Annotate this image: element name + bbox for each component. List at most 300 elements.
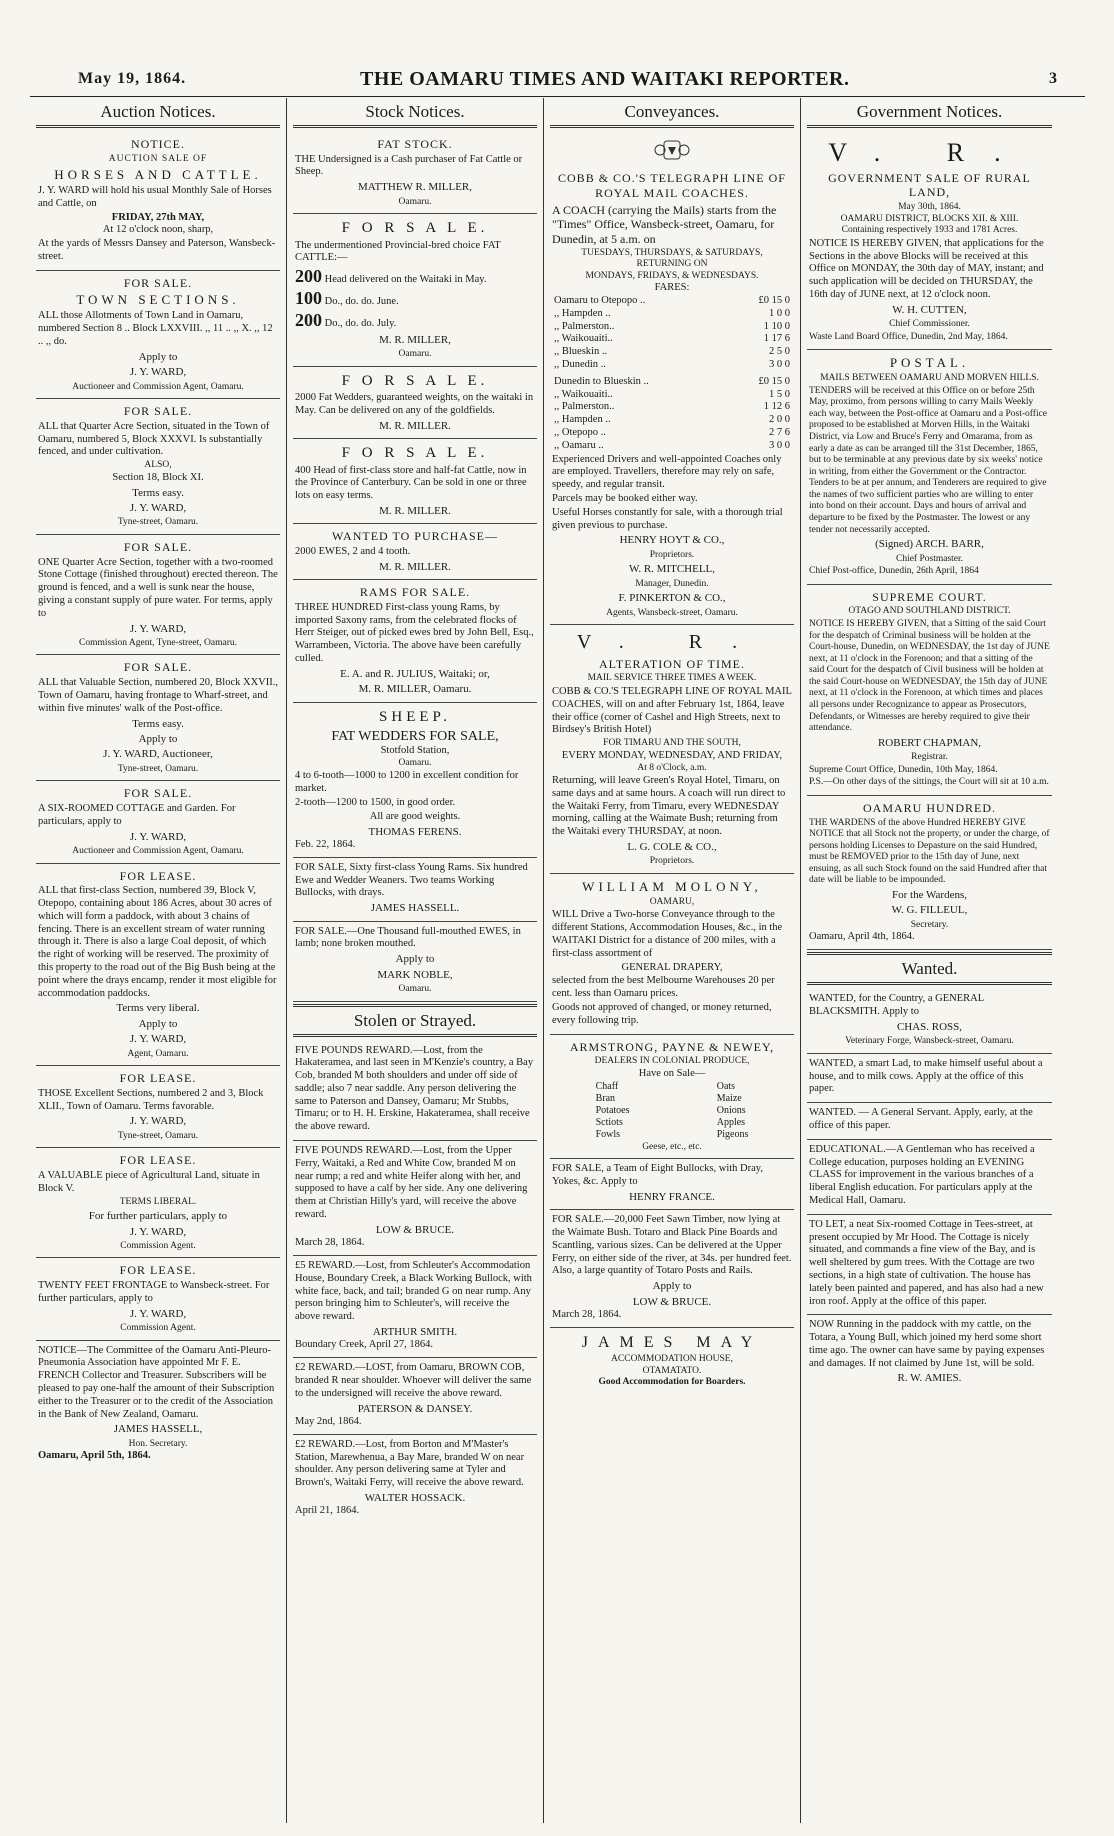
ad-body: THREE HUNDRED First-class young Rams, by imported Saxony rams, from the celebrated flocks of Herr Steiger, out of picked ewes bred by John Bell, Esq., Warrambeen, Victoria. The above have been carefully culled.	[295, 601, 534, 664]
ad-date: March 28, 1864.	[552, 1308, 622, 1320]
ad-station: Stotfold Station,	[380, 744, 450, 756]
ad-body: ALL those Allotments of Town Land in Oamaru, numbered Section 8 .. Block LXXVIII. ,, 11 .. ,, X. ,, 12 .. ,, do.	[38, 310, 273, 347]
ad-signature: M. R. MILLER.	[379, 560, 451, 573]
ad-place: Oamaru.	[398, 757, 432, 768]
ad-place: OTAMATATO.	[642, 1365, 702, 1376]
ad-subtitle: MAIL SERVICE THREE TIMES A WEEK.	[587, 673, 757, 684]
column-heading: Government Notices.	[807, 98, 1052, 128]
reward-bay-mare	[293, 1435, 537, 1523]
fat-stock	[293, 132, 537, 214]
cattle-qty: 100	[295, 288, 322, 309]
lease-excellent-sections	[36, 1066, 280, 1148]
ad-subtitle: MAILS BETWEEN OAMARU AND MORVEN HILLS.	[820, 373, 1039, 384]
column-government	[801, 98, 1058, 1823]
masthead	[30, 64, 1085, 97]
fare-price: 2 7 6	[769, 427, 790, 439]
ad-body: NOTICE IS HEREBY GIVEN, that applications for the Sections in the above Blocks will be received at this Office on MONDAY, the 30th day of MAY, instant; and such application will be decided on THURSDAY, the 16th day of JUNE next, at 12 o'clock noon.	[809, 237, 1044, 300]
page-number: 3	[1049, 70, 1057, 87]
ad-signature: F. PINKERTON & CO.,	[618, 592, 726, 605]
ad-apply: For further particulars, apply to	[88, 1210, 228, 1223]
ad-signature: ARTHUR SMITH.	[372, 1326, 458, 1339]
ad-body: TWENTY FEET FRONTAGE to Wansbeck-street. For further particulars, apply to	[38, 1280, 270, 1304]
ad-heading: OAMARU HUNDRED.	[862, 800, 996, 815]
ad-title: COBB & CO.'S TELEGRAPH LINE OF ROYAL MAIL COACHES.	[558, 171, 786, 201]
ad-heading: FOR LEASE.	[119, 1263, 197, 1278]
ad-title: WANTED TO PURCHASE—	[332, 529, 498, 544]
ad-signature-title: Chief Postmaster.	[895, 553, 964, 564]
ad-heading: SHEEP.	[379, 708, 451, 725]
ad-also: ALSO,	[144, 460, 172, 471]
fare-route: Oamaru to Otepopo ..	[554, 295, 646, 307]
ad-signature-title: Tyne-street, Oamaru.	[117, 1130, 199, 1141]
molony-drapery	[550, 874, 794, 1035]
ad-heading: FOR LEASE.	[119, 1071, 197, 1086]
sheep-stotfold	[293, 703, 537, 858]
ad-heading: FOR SALE.	[123, 539, 193, 554]
ad-note: Useful Horses constantly for sale, with a thorough trial given previous to purchase.	[552, 506, 783, 531]
sale-six-roomed-cottage	[36, 781, 280, 863]
ad-apply: Apply to	[138, 1017, 178, 1030]
james-may-accommodation	[550, 1328, 794, 1394]
ad-signature-title: Registrar.	[911, 752, 948, 763]
ad-terms: Terms easy.	[132, 486, 184, 499]
ad-subtitle: OTAGO AND SOUTHLAND DISTRICT.	[848, 606, 1011, 617]
fare-route: ,, Oamaru ..	[554, 439, 604, 451]
ad-title: JAMES MAY	[581, 1333, 763, 1351]
ad-title: GOVERNMENT SALE OF RURAL LAND,	[828, 170, 1031, 200]
ad-subtitle: DEALERS IN COLONIAL PRODUCE,	[594, 1056, 750, 1067]
list-item: Bran	[595, 1092, 616, 1104]
oamaru-hundred	[807, 796, 1052, 950]
ad-signature-title: Manager, Dunedin.	[635, 578, 709, 589]
ad-signature: R. W. AMIES.	[897, 1372, 962, 1385]
ad-body: A COACH (carrying the Mails) starts from the "Times" Office, Wansbeck-street, Oamaru, for Dunedin, at 5 a.m. on	[552, 202, 777, 246]
ad-signature: J. Y. WARD,	[129, 501, 187, 514]
ad-days-return: MONDAYS, FRIDAYS, & WEDNESDAYS.	[585, 270, 759, 281]
ad-signature-title: M. R. MILLER, Oamaru.	[358, 683, 472, 696]
column-heading: Conveyances.	[550, 98, 794, 128]
list-item: Potatoes	[595, 1105, 630, 1117]
ad-signature-title: Tyne-street, Oamaru.	[117, 763, 199, 774]
fare-price: £0 15 0	[758, 375, 790, 387]
ad-note: Parcels may be booked either way.	[552, 493, 698, 504]
ad-body: NOW Running in the paddock with my cattle, on the Totara, a Young Bull, which joined my herd some short time ago. The owner can have same by paying expenses and damages. If not claimed by June 1st, will be sold.	[809, 1319, 1045, 1369]
ad-signature-title: Hon. Secretary.	[128, 1438, 188, 1449]
ad-subtitle: FOR TIMARU AND THE SOUTH,	[603, 738, 741, 749]
column-conveyances	[544, 98, 801, 1823]
cattle-line	[295, 266, 535, 288]
ad-heading: FOR SALE.	[123, 660, 193, 675]
ad-body: FOR SALE.—20,000 Feet Sawn Timber, now lying at the Waimate Bush. Totaro and Black Pine Boards and Scantling, various sizes. Can be delivered at the Upper Ferry, on either side of the river, at 34s. per hundred feet. Also, a large quantity of Totaro Posts and Rails.	[552, 1214, 792, 1277]
ad-apply: Apply to	[138, 350, 178, 363]
ad-signature: W. H. CUTTEN,	[892, 303, 967, 316]
cattle-desc: Do., do. do. July.	[324, 318, 397, 329]
ad-signature-title: Veterinary Forge, Wansbeck-street, Oamaru.	[845, 1036, 1014, 1047]
ad-body: FOR SALE, a Team of Eight Bullocks, with Dray, Yokes, &c. Apply to	[552, 1163, 763, 1187]
ad-body: ONE Quarter Acre Section, together with a two-roomed Stone Cottage (finished throughout) erected thereon. The ground is fenced, and a well is sunk near the house, giving a constant supply of pure water. For terms, apply to	[38, 556, 278, 619]
ad-title: WILLIAM MOLONY,	[582, 879, 762, 895]
wanted-to-purchase	[293, 524, 537, 580]
armstrong-produce	[550, 1035, 794, 1160]
fare-route: ,, Blueskin ..	[554, 346, 608, 358]
royal-crest-icon	[552, 630, 792, 654]
ad-signature-title: Tyne-street, Oamaru.	[117, 517, 199, 528]
ad-date: Feb. 22, 1864.	[295, 838, 356, 850]
ad-body: THE WARDENS of the above Hundred HEREBY GIVE NOTICE that all Stock not the property, or under the charge, of persons holding Licenses to Depasture on the said Hundred, must be REMOVED prior to the 15th day of June, next ensuing, as all such Stock found on the said Hundred after that date will be liable to be impounded.	[809, 817, 1050, 886]
fare-route: Dunedin to Blueskin ..	[554, 375, 649, 387]
ad-body: WANTED, for the Country, a GENERAL BLACKSMITH. Apply to	[809, 993, 984, 1017]
newspaper-title: THE OAMARU TIMES AND WAITAKI REPORTER.	[360, 68, 850, 90]
ad-heading: FOR SALE.	[123, 786, 193, 801]
sale-sawn-timber	[550, 1210, 794, 1328]
ad-signature-title: Auctioneer and Commission Agent, Oamaru.	[72, 845, 244, 856]
ad-body: ALL that Quarter Acre Section, situated in the Town of Oamaru, numbered 5, Block XXXVI. Is substantially fenced, and under cultivation.	[38, 420, 270, 458]
ad-body: THOSE Excellent Sections, numbered 2 and 3, Block XLII., Town of Oamaru. Terms favorable.	[38, 1087, 264, 1112]
fare-price: 1 17 6	[763, 333, 790, 345]
produce-column-right	[717, 1081, 749, 1142]
ad-signature: MATTHEW R. MILLER,	[357, 181, 473, 194]
section-heading-stolen: Stolen or Strayed.	[293, 1004, 537, 1037]
fare-route: ,, Otepopo ..	[554, 427, 606, 439]
ad-body: ALL that first-class Section, numbered 39, Block V, Otepopo, containing about 186 Acres, about 30 acres of which will form a paddock, with about 3 chains of fencing. There is an excellent stream of water running through it. There is also a large Coal deposit, of which the right of working will be reserved. The proximity of this property to the road out of the Big Bush being at the point where the drays encamp, render it most eligible for accommodation paddocks.	[38, 885, 277, 999]
table-row	[552, 308, 792, 321]
ad-body: WILL Drive a Two-horse Conveyance through to the different Stations, Accommodation Houses, &c., in the WAITAKI District for a distance of 200 miles, with a first-class assortment of	[552, 909, 783, 959]
fares-heading: FARES:	[654, 282, 690, 294]
produce-list	[552, 1081, 792, 1142]
ad-date: Boundary Creek, April 27, 1864.	[295, 1339, 433, 1351]
ad-time: At 12 o'clock noon, sharp,	[102, 224, 214, 236]
ad-heading: FAT STOCK.	[377, 137, 453, 151]
list-item: Apples	[716, 1117, 746, 1129]
fare-price: 1 0 0	[769, 307, 790, 319]
ad-body: THE Undersigned is a Cash purchaser of Fat Cattle or Sheep.	[295, 153, 523, 178]
ad-body: ALL that Valuable Section, numbered 20, Block XXVII., Town of Oamaru, having frontage to Wharf-street, and within five minutes' walk of the Post-office.	[38, 677, 278, 714]
ad-body: selected from the best Melbourne Warehouses 20 per cent. less than Oamaru prices.	[552, 975, 775, 1000]
fare-price: £0 15 0	[758, 295, 790, 307]
ad-place: OAMARU,	[649, 896, 695, 907]
ad-signature: J. Y. WARD,	[129, 1225, 187, 1238]
ad-signature: E. A. and R. JULIUS, Waitaki; or,	[340, 667, 490, 680]
postal-tenders	[807, 350, 1052, 585]
ad-body: NOTICE IS HEREBY GIVEN, that a Sitting of the said Court for the despatch of Criminal business will be holden at the Court-house, Dunedin, on WEDNESDAY, the 1st day of JUNE next, at 11 o'clock in the Forenoon; and that a sitting of the said Court for the despatch of Civil business will be holden at the said Court-house on WEDNESDAY, the 15th day of JUNE next, at 11 o'clock in the Forenoon, at which times and places all persons under Recognizance to appear as Prosecutors, Defendants, or Witnesses are hereby required to give their attendance.	[809, 618, 1050, 734]
fare-route: ,, Palmerston..	[554, 401, 615, 413]
supreme-court	[807, 585, 1052, 796]
sale-store-cattle	[293, 439, 537, 524]
table-row	[552, 359, 792, 372]
ad-body: TENDERS will be received at this Office on or before 25th May, proximo, from persons willing to carry Mails Weekly each way, between the Post-office at Oamaru and a Post-office proposed to be established at Morven Hills, in the Waitaki District, via Low and Bruce's Ferry and Omarama, from as early a date as can be arranged till the 31st December, 1865, but to be terminable at any previous date by six weeks' notice in writing, from either the Government or the Contractor. Tenders to be at per annum, and Tenderers are required to give the names of two sufficient parties who are willing to enter into bond on their account. Days and hours of arrival and departure to be fixed by the Postmaster. The lowest or any tender not necessarily accepted.	[809, 385, 1048, 535]
ad-signature: M. R. MILLER.	[379, 504, 451, 517]
ad-title: ARMSTRONG, PAYNE & NEWEY,	[569, 1039, 775, 1054]
wanted-servant	[807, 1103, 1052, 1140]
ad-date: May 2nd, 1864.	[295, 1416, 362, 1428]
produce-column-left	[596, 1081, 630, 1142]
ad-body: NOTICE—The Committee of the Oamaru Anti-Pleuro-Pneumonia Association have appointed Mr F. E. FRENCH Collector and Treasurer. Subscribers will be pleased to pay one-half the amount of their Subscription either to the Treasurer or to the credit of the Association in the Bank of New Zealand, Oamaru.	[38, 1344, 275, 1420]
sale-fat-cattle	[293, 214, 537, 367]
ad-place: At the yards of Messrs Dansey and Paterson, Wansbeck-street.	[38, 238, 276, 263]
ad-signature: J. Y. WARD,	[129, 1307, 187, 1320]
reward-brown-cob	[293, 1358, 537, 1435]
fare-price: 1 10 0	[763, 320, 790, 332]
ad-signature: J. Y. WARD,	[129, 1033, 187, 1046]
ad-signature: MARK NOBLE,	[377, 968, 453, 981]
ad-office: Waste Land Board Office, Dunedin, 2nd May, 1864.	[809, 331, 1008, 342]
ad-heading: FOR SALE.	[123, 404, 193, 419]
ad-signature: ROBERT CHAPMAN,	[877, 736, 982, 749]
list-item: Oats	[716, 1080, 736, 1092]
educational-class	[807, 1140, 1052, 1215]
ad-signature-title: Commission Agent.	[120, 1323, 196, 1334]
columns	[30, 98, 1085, 1823]
ad-body: £2 REWARD.—LOST, from Oamaru, BROWN COB, branded R near shoulder. Whoever will deliver the same to the undersigned will receive the above reward.	[295, 1362, 532, 1399]
list-item: Fowls	[595, 1129, 621, 1141]
cattle-qty: 200	[295, 266, 322, 287]
notice-young-bull	[807, 1315, 1052, 1391]
ad-signature-title: Commission Agent.	[120, 1240, 196, 1251]
ad-signature: J. Y. WARD,	[129, 1115, 187, 1128]
ad-intro: The undermentioned Provincial-bred choice FAT CATTLE:—	[295, 239, 501, 264]
ad-date: Oamaru, April 5th, 1864.	[38, 1450, 151, 1462]
ad-title: F O R S A L E.	[341, 372, 489, 389]
column-heading: Auction Notices.	[36, 98, 280, 128]
ad-body: WANTED, a smart Lad, to make himself useful about a house, and to milk cows. Apply at the office of this paper.	[809, 1057, 1043, 1095]
ad-body: Returning, will leave Green's Royal Hotel, Timaru, on same days and at same hours. A coach will run direct to the Waitaki Ferry, from Timaru, every WEDNESDAY morning, calling at the Waimate Bush; returning from the Waitaki every THURSDAY, at noon.	[552, 775, 786, 838]
reward-bullock	[293, 1256, 537, 1358]
fare-route: ,, Hampden ..	[554, 307, 611, 319]
ad-body: COBB & CO.'S TELEGRAPH LINE OF ROYAL MAIL COACHES, will on and after February 1st, 1864, leave their office (corner of Cashel and High Streets, next to Birdsey's British Hotel)	[552, 685, 792, 736]
ad-body: EDUCATIONAL.—A Gentleman who has received a College education, purposes holding an EVENING CLASS for improvement in the various branches of a liberal English education. For particulars apply at the Medical Hall, Oamaru.	[809, 1143, 1035, 1206]
ad-signature-title: Auctioneer and Commission Agent, Oamaru.	[72, 381, 244, 392]
ad-signature: J. Y. WARD,	[129, 622, 187, 635]
ad-signature: J. Y. WARD,	[129, 366, 187, 379]
ad-signature-title: Secretary.	[910, 919, 949, 930]
table-row	[552, 376, 792, 389]
ad-body: A VALUABLE piece of Agricultural Land, situate in Block V.	[38, 1169, 260, 1194]
list-item: Onions	[716, 1105, 746, 1117]
sale-quarter-acre	[36, 399, 280, 535]
lease-agricultural-land	[36, 1148, 280, 1258]
fare-price: 2 5 0	[769, 346, 790, 358]
rams-for-sale	[293, 580, 537, 702]
ad-heading: POSTAL.	[889, 355, 970, 371]
ad-ps: P.S.—On other days of the sittings, the Court will sit at 10 a.m.	[809, 777, 1049, 788]
cobb-coaches	[550, 132, 794, 625]
table-row	[552, 346, 792, 359]
column-heading: Stock Notices.	[293, 98, 537, 128]
ad-signature-title: Oamaru.	[398, 983, 432, 994]
ad-office: Chief Post-office, Dunedin, 26th April, 1864	[809, 566, 979, 577]
ad-apply: Apply to	[138, 732, 178, 745]
ad-note: Experienced Drivers and well-appointed Coaches only are employed. Travellers, therefore may rely on safe, speedy, and regular transit.	[552, 453, 782, 491]
sale-valuable-section	[36, 655, 280, 781]
ad-heading: RAMS FOR SALE.	[359, 585, 471, 600]
fare-price: 1 5 0	[769, 388, 790, 400]
wanted-lad	[807, 1054, 1052, 1103]
ad-title: TOWN SECTIONS.	[76, 292, 240, 308]
ad-signature: JAMES HASSELL,	[113, 1423, 203, 1436]
ad-line: All are good weights.	[369, 810, 461, 822]
fare-route: ,, Dunedin ..	[554, 359, 606, 371]
ad-time: At 8 o'Clock, a.m.	[637, 762, 707, 773]
table-row	[552, 414, 792, 427]
sale-bullocks	[550, 1159, 794, 1210]
ad-have: Have on Sale—	[638, 1067, 706, 1079]
sale-young-rams	[293, 858, 537, 922]
ad-signature-title: Proprietors.	[649, 549, 695, 560]
ad-body: WANTED. — A General Servant. Apply, early, at the office of this paper.	[809, 1107, 1033, 1131]
ad-signature: CHAS. ROSS,	[896, 1020, 963, 1033]
ad-terms: Terms easy.	[132, 717, 184, 730]
coat-of-arms-icon	[552, 137, 792, 169]
ad-days: EVERY MONDAY, WEDNESDAY, AND FRIDAY,	[561, 749, 783, 761]
ad-signature: W. G. FILLEUL,	[891, 904, 968, 917]
ad-body: 2000 EWES, 2 and 4 tooth.	[295, 545, 411, 557]
sale-stone-cottage	[36, 535, 280, 656]
ad-signature-title: Proprietors.	[649, 856, 695, 867]
issue-date: May 19, 1864.	[78, 70, 187, 87]
ad-signature: L. G. COLE & CO.,	[627, 841, 717, 854]
ad-returning: RETURNING ON	[636, 259, 708, 270]
column-stock	[287, 98, 544, 1823]
ad-heading: NOTICE.	[131, 137, 185, 151]
ad-signature-title: Oamaru.	[398, 196, 432, 207]
lease-twenty-feet	[36, 1258, 280, 1340]
table-row	[552, 427, 792, 440]
ad-signature-title: Oamaru.	[398, 349, 432, 360]
ad-line: 4 to 6-tooth—1000 to 1200 in excellent condition for market.	[295, 770, 519, 795]
ad-title: HORSES AND CATTLE.	[54, 167, 262, 183]
ad-body: FOR SALE.—One Thousand full-mouthed EWES, in lamb; none broken mouthed.	[295, 925, 521, 950]
ad-signature: J. Y. WARD,	[129, 830, 187, 843]
table-row	[552, 389, 792, 402]
ad-title: FAT WEDDERS FOR SALE,	[331, 728, 499, 744]
ad-date: April 21, 1864.	[295, 1505, 360, 1517]
fare-price: 3 0 0	[769, 359, 790, 371]
fares-table-oamaru	[552, 295, 792, 372]
cattle-desc: Head delivered on the Waitaki in May.	[324, 274, 487, 286]
ad-terms: Terms very liberal.	[116, 1002, 200, 1015]
ad-title: F O R S A L E.	[341, 220, 489, 237]
table-row	[552, 333, 792, 346]
cattle-qty: 200	[295, 310, 322, 330]
section-heading-wanted: Wanted.	[807, 952, 1052, 985]
vr-mark: V. R.	[576, 631, 768, 654]
ad-line: 2-tooth—1200 to 1500, in good order.	[295, 796, 456, 808]
vr-mark: V. R.	[828, 138, 1031, 167]
ad-date: March 28, 1864.	[295, 1237, 365, 1249]
sale-town-sections	[36, 271, 280, 399]
ad-signature-title: Chief Commissioner.	[889, 319, 970, 330]
ad-signature: HENRY FRANCE.	[629, 1190, 715, 1203]
table-row	[552, 321, 792, 334]
ad-tail: Geese, etc., etc.	[642, 1141, 702, 1152]
ad-signature: M. R. MILLER,	[379, 333, 451, 346]
notice-pleuro-association	[36, 1341, 280, 1469]
cattle-line	[295, 288, 535, 310]
ad-title: F O R S A L E.	[341, 445, 489, 462]
ad-for: For the Wardens,	[892, 888, 967, 901]
list-item: Pigeons	[716, 1129, 749, 1141]
table-row	[552, 440, 792, 453]
ad-body: FIVE POUNDS REWARD.—Lost, from the Hakateramea, and last seen in M'Kenzie's country, a Bay Cob, branded M both shoulders and under off side of saddle; also 7 near saddle. Any person delivering the same to Paterson and Dansey, Oamaru; Mr Stubbs, Timaru; or to H. H. Erskine, Hakateramea, shall receive the above reward.	[295, 1044, 534, 1133]
ad-signature: WALTER HOSSACK.	[364, 1492, 466, 1505]
ad-date: FRIDAY, 27th MAY,	[111, 211, 205, 223]
ad-heading: FOR LEASE.	[119, 868, 197, 883]
cattle-desc: Do., do. do. June.	[324, 296, 399, 308]
ad-subtitle: ACCOMMODATION HOUSE,	[611, 1354, 733, 1365]
ad-subheading: AUCTION SALE OF	[108, 153, 208, 164]
ad-also-detail: Section 18, Block XI.	[112, 471, 204, 483]
ad-body: A SIX-ROOMED COTTAGE and Garden. For particulars, apply to	[38, 802, 236, 827]
reward-red-white-cow	[293, 1141, 537, 1256]
lease-otepopo-section	[36, 864, 280, 1067]
fare-route: ,, Waikouaiti..	[554, 333, 613, 345]
ad-signature: W. R. MITCHELL,	[628, 563, 716, 576]
fare-route: ,, Palmerston..	[554, 320, 615, 332]
ad-body: FOR SALE, Sixty first-class Young Rams. Six hundred Ewe and Wedder Weaners. Two teams Working Bullocks, with drays.	[295, 861, 528, 899]
ad-title: ALTERATION OF TIME.	[598, 656, 745, 671]
ad-signature-title: Commission Agent, Tyne-street, Oamaru.	[79, 637, 237, 648]
ad-body: TO LET, a neat Six-roomed Cottage in Tees-street, at present occupied by Mr Hood. The Cottage is nicely situated, and commands a fine view of the Bay, and is well sheltered by gum trees. With the Cottage are two sections, in a high state of cultivation. The house has lately been painted and papered, and has also had a new iron roof. Apply at the office of this paper.	[809, 1218, 1044, 1307]
ad-signature: THOMAS FERENS.	[368, 825, 462, 838]
ad-signature: J. Y. WARD, Auctioneer,	[103, 748, 213, 761]
list-item: Maize	[716, 1092, 742, 1104]
ad-signature: M. R. MILLER.	[379, 419, 451, 432]
list-item: Chaff	[595, 1080, 619, 1092]
to-let-cottage	[807, 1215, 1052, 1316]
ad-district: OAMARU DISTRICT, BLOCKS XII. & XIII.	[840, 213, 1019, 224]
column-auction	[30, 98, 287, 1823]
ad-apply: Apply to	[395, 953, 435, 966]
ad-contain: Containing respectively 1933 and 1781 Acres.	[841, 225, 1018, 236]
table-row	[552, 401, 792, 414]
ad-signature: JAMES HASSELL.	[370, 902, 460, 915]
government-rural-land	[807, 132, 1052, 350]
table-row	[552, 295, 792, 308]
ad-signature: HENRY HOYT & CO.,	[619, 534, 725, 547]
ad-date: May 30th, 1864.	[898, 201, 961, 212]
ad-body: 2000 Fat Wedders, guaranteed weights, on the waitaki in May. Can be delivered on any of the goldfields.	[295, 392, 534, 417]
reward-bay-cob	[293, 1041, 537, 1142]
list-item: Sctiots	[595, 1117, 623, 1129]
ad-signature: (Signed) ARCH. BARR,	[875, 538, 984, 551]
ad-tail: Good Accommodation for Boarders.	[598, 1377, 746, 1388]
sale-fat-wedders	[293, 367, 537, 439]
ad-signature: PATERSON & DANSEY.	[357, 1402, 473, 1415]
sale-ewes	[293, 922, 537, 1002]
ad-heading: SUPREME COURT.	[872, 589, 987, 604]
ad-office: Supreme Court Office, Dunedin, 10th May, 1864.	[809, 764, 998, 775]
wanted-blacksmith	[807, 989, 1052, 1054]
alteration-of-time	[550, 625, 794, 874]
ad-note: Goods not approved of changed, or money returned, every following trip.	[552, 1002, 772, 1026]
ad-terms: TERMS LIBERAL.	[119, 1196, 197, 1207]
ad-body: FIVE POUNDS REWARD.—Lost, from the Upper Ferry, Waitaki, a Red and White Cow, branded M on near rump; a red and white Heifer along with her, and supposed to have a calf by her side. Any one delivering them at Christian Hilly's yard, will receive the above reward.	[295, 1145, 528, 1221]
ad-body: £5 REWARD.—Lost, from Schleuter's Accommodation House, Boundary Creek, a Black Working Bullock, with white face, back, and tail; branded G on near rump. Any person bringing him to Schleuter's, will receive the above reward.	[295, 1260, 532, 1323]
fare-route: ,, Hampden ..	[554, 414, 611, 426]
fare-price: 3 0 0	[769, 439, 790, 451]
ad-subtitle: GENERAL DRAPERY,	[621, 961, 723, 973]
notice-auction-horses	[36, 132, 280, 271]
ad-signature-title: Agent, Oamaru.	[127, 1048, 189, 1059]
ad-body: 400 Head of first-class store and half-fat Cattle, now in the Province of Canterbury. Can be sold in one or three lots on easy terms.	[295, 464, 527, 502]
ad-heading: FOR SALE.	[123, 275, 193, 290]
ad-signature: LOW & BRUCE.	[632, 1295, 712, 1308]
ad-heading: FOR LEASE.	[119, 1153, 197, 1168]
ad-body: J. Y. WARD will hold his usual Monthly Sale of Horses and Cattle, on	[38, 185, 272, 209]
fare-price: 1 12 6	[763, 401, 790, 413]
ad-date: Oamaru, April 4th, 1864.	[809, 931, 915, 943]
fares-table-dunedin	[552, 376, 792, 453]
